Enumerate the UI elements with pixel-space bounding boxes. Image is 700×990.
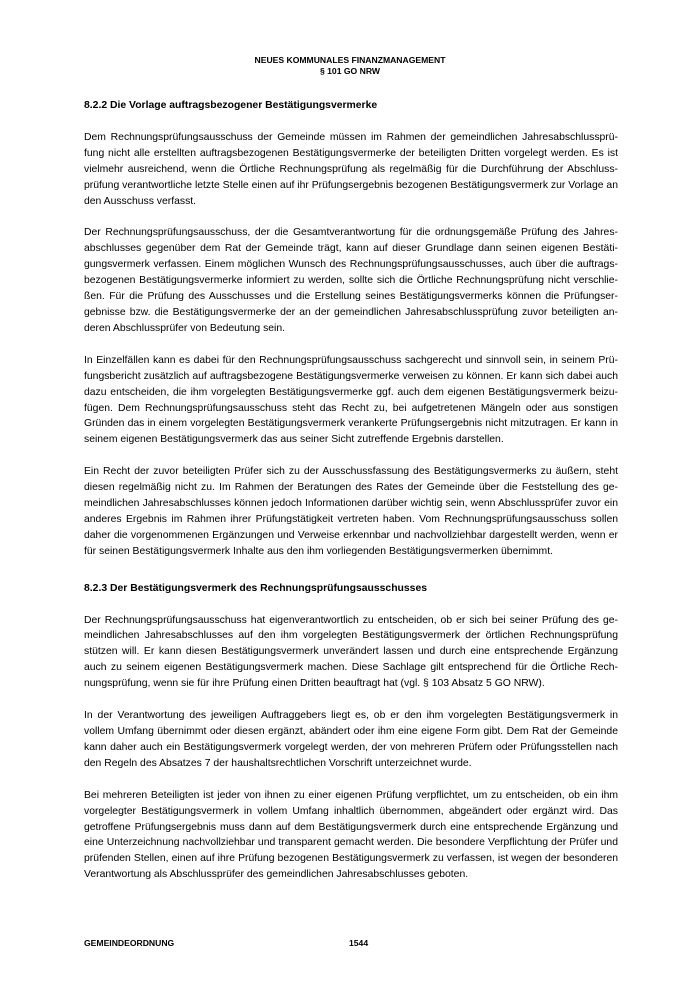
paragraph: Ein Recht der zuvor beteiligten Prüfer sich zu der Ausschussfassung des Bestätigungsvermerks zu äußern, steht diesen regelmäßig nicht zu. Im Rahmen der Beratungen des Rates der Gemeinde über die Feststellung des gemeindlichen Jahresabschlusses können jedoch Informationen darüber wichtig sein, wenn Abschlussprüfer zuvor ein anderes Ergebnis im Rahmen ihrer Prüfungstätigkeit vertreten haben. Vom Rechnungsprüfungsausschuss sollen daher die vorgenommenen Ergänzungen und Verweise erkennbar und nachvollziehbar dargestellt werden, wenn er für seinen Bestätigungsvermerk Inhalte aus den ihm vorliegenden Bestätigungsvermerken übernimmt. bbox=[84, 466, 618, 557]
section-heading: 8.2.2 Die Vorlage auftragsbezogener Bestätigungsvermerke bbox=[84, 100, 378, 111]
paragraph: Der Rechnungsprüfungsausschuss hat eigenverantwortlich zu entscheiden, ob er sich bei seiner Prüfung des gemeindlichen Jahresabschlusses auf den ihm vorgelegten Bestätigungsvermerk der örtlichen Rechnungsprüfung stützen will. Er kann diesen Bestätigungsvermerk unverändert lassen und durch eine entsprechende Ergänzung auch zu seinem eigenen Bestätigungsvermerk machen. Diese Sachlage gilt entsprechend für die Örtliche Rechnungsprüfung, wenn sie für ihre Prüfung einen Dritten beauftragt hat (vgl. § 103 Absatz 5 GO NRW). bbox=[84, 614, 618, 690]
paragraph: Der Rechnungsprüfungsausschuss, der die Gesamtverantwortung für die ordnungsgemäße Prüfung des Jahresabschlusses gegenüber dem Rat der Gemeinde trägt, kann auf dieser Grundlage dann seinen eigenen Bestätigungsvermerk verfassen. Einem möglichen Wunsch des Rechnungsprüfungsausschusses, auch über die auftragsbezogenen Bestätigungsvermerke informiert zu werden, sollte sich die Örtliche Rechnungsprüfung nicht verschließen. Für die Prüfung des Ausschusses und die Erstellung seines Bestätigungsvermerks können die Prüfungsergebnisse bzw. die Bestätigungsvermerke der an der gemeindlichen Jahresabschlussprüfung zuvor beteiligten anderen Abschlussprüfer von Bedeutung sein. bbox=[84, 227, 618, 334]
paragraph: In Einzelfällen kann es dabei für den Rechnungsprüfungsausschuss sachgerecht und sinnvoll sein, in seinem Prüfungsbericht zusätzlich auf auftragsbezogene Bestätigungsvermerke verweisen zu können. Er kann sich dabei auch dazu entscheiden, die ihm vorgelegten Bestätigungsvermerke ggf. auch dem eigenen Bestätigungsvermerk beizufügen. Dem Rechnungsprüfungsausschuss steht das Recht zu, bei aufgetretenen Mängeln oder aus sonstigen Gründen das in einem vorgelegten Bestätigungsvermerk verankerte Prüfungsergebnis nicht mitzutragen. Er kann in seinem eigenen Bestätigungsvermerk das aus seiner Sicht zutreffende Ergebnis darstellen. bbox=[84, 354, 618, 446]
footer-label: GEMEINDEORDNUNG bbox=[84, 938, 175, 948]
page-content bbox=[84, 98, 618, 899]
paragraph: Dem Rechnungsprüfungsausschuss der Gemeinde müssen im Rahmen der gemeindlichen Jahresabschlussprüfung nicht alle erstellten auftragsbezogenen Bestätigungsvermerke der beteiligten Dritten vorgelegt werden. Es ist vielmehr ausreichend, wenn die Örtliche Rechnungsprüfung als regelmäßig für die Durchführung der Abschlussprüfung verantwortliche letzte Stelle einen auf ihr Prüfungsergebnis bezogenen Bestätigungsvermerk zur Vorlage an den Ausschuss verfasst. bbox=[84, 131, 618, 207]
section-8-2-2 bbox=[84, 98, 618, 560]
page-header bbox=[0, 55, 700, 77]
paragraph: Bei mehreren Beteiligten ist jeder von ihnen zu einer eigenen Prüfung verpflichtet, um zu entscheiden, ob ein ihm vorgelegter Bestätigungsvermerk in vollem Umfang inhaltlich übernommen, abgeändert oder ergänzt wird. Das getroffene Prüfungsergebnis muss dann auf dem Bestätigungsvermerk durch eine entsprechende Ergänzung und eine Unterzeichnung nachvollziehbar und transparent gemacht werden. Die besondere Verpflichtung der Prüfer und prüfenden Stellen, einen auf ihre Prüfung bezogenen Bestätigungsvermerk zu verfassen, ist wegen der besonderen Verantwortung als Abschlussprüfer des gemeindlichen Jahresabschlusses geboten. bbox=[84, 789, 618, 881]
section-heading: 8.2.3 Der Bestätigungsvermerk des Rechnungsprüfungsausschusses bbox=[84, 582, 428, 594]
section-8-2-3 bbox=[84, 581, 618, 884]
header-section-reference: § 101 GO NRW bbox=[319, 66, 381, 76]
page-number: 1544 bbox=[349, 938, 369, 948]
paragraph: In der Verantwortung des jeweiligen Auftraggebers liegt es, ob er den ihm vorgelegten Bestätigungsvermerk in vollem Umfang übernimmt oder diesen ergänzt, abändert oder ihm eine eigene Form gibt. Dem Rat der Gemeinde kann daher auch ein Bestätigungsvermerk vorgelegt werden, der von mehreren Prüfern oder Prüfungsstellen nach den Regeln des Absatzes 7 der haushaltsrechtlichen Vorschrift unterzeichnet wurde. bbox=[84, 710, 618, 769]
header-title: NEUES KOMMUNALES FINANZMANAGEMENT bbox=[254, 55, 446, 65]
